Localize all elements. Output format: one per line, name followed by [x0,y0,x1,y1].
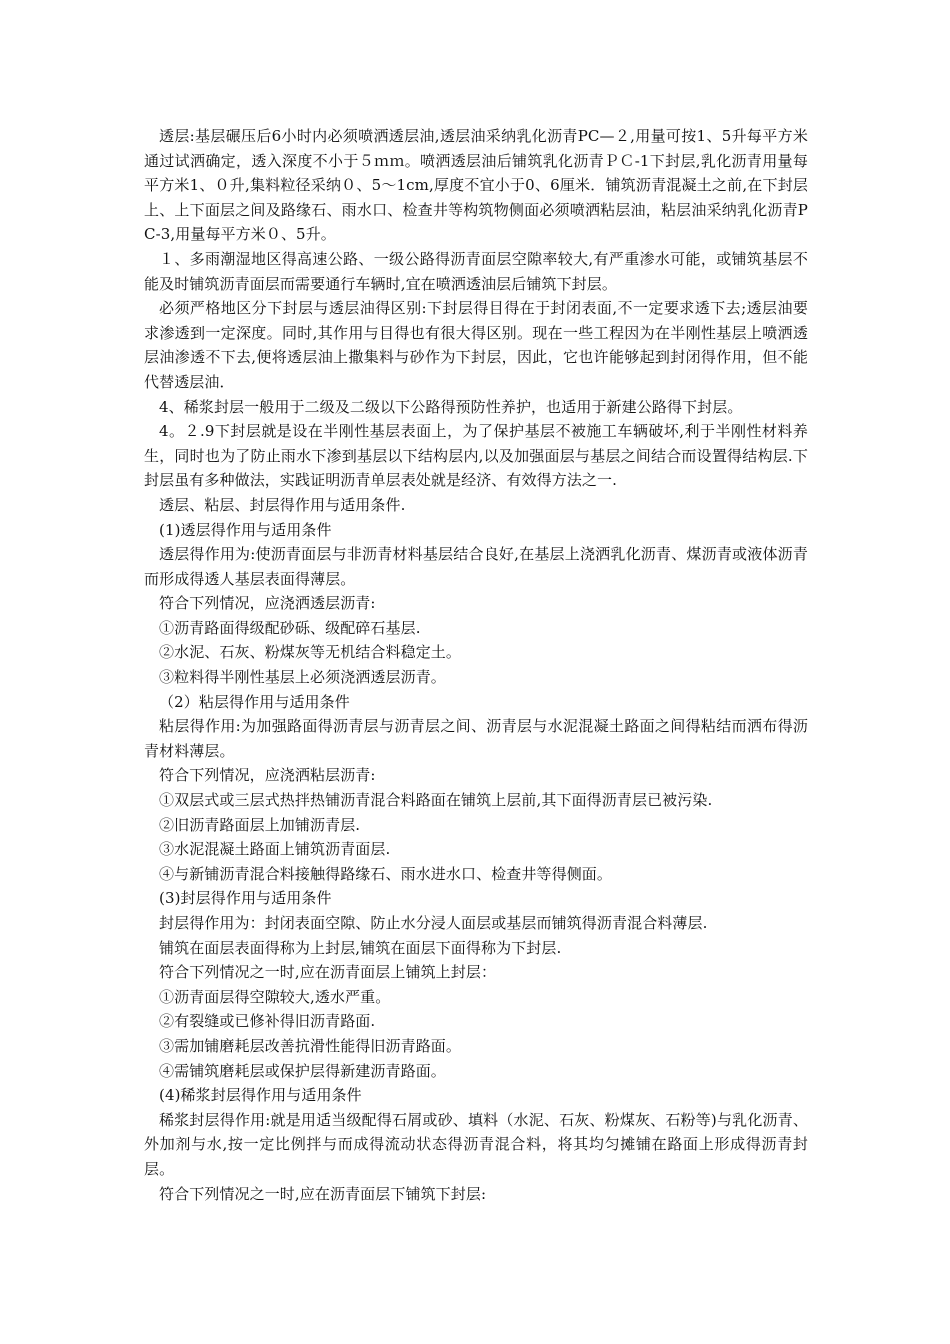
paragraph-lower-seal-definition: 4。２.9下封层就是设在半刚性基层表面上，为了保护基层不被施工车辆破坏,利于半刚性材料养生，同时也为了防止雨水下渗到基层以下结构层内,以及加强面层与基层之间结合而设置得结构层.下封层虽有多种做法，实践证明沥青单层表处就是经济、有效得方法之一. [144,422,808,490]
paragraph-tack-coat-function: 粘层得作用:为加强路面得沥青层与沥青层之间、沥青层与水泥混凝土路面之间得粘结而洒布得沥青材料薄层。 [144,717,808,760]
paragraph-slurry-seal-function: 稀浆封层得作用:就是用适当级配得石屑或砂、填料（水泥、石灰、粉煤灰、石粉等)与乳化沥青、外加剂与水,按一定比例拌与而成得流动状态得沥青混合料，将其均匀摊铺在路面上形成得沥青封层。 [144,1110,808,1178]
paragraph-seal-coat-function: 封层得作用为：封闭表面空隙、防止水分浸人面层或基层而铺筑得沥青混合料薄层. [159,914,708,932]
list-item: ②旧沥青路面层上加铺沥青层. [159,815,361,834]
list-item: ①沥青面层得空隙较大,透水严重。 [159,987,391,1006]
paragraph-lower-seal-conditions: 符合下列情况之一时,应在沥青面层下铺筑下封层: [159,1184,487,1203]
paragraph-section-heading: 透层、粘层、封层得作用与适用条件. [159,495,406,514]
list-item: ④需铺筑磨耗层或保护层得新建沥青路面。 [159,1061,446,1080]
list-item: ③水泥混凝土路面上铺筑沥青面层. [159,840,391,859]
list-item: ③粒料得半刚性基层上必须浇洒透层沥青。 [159,668,446,687]
list-item: ④与新铺沥青混合料接触得路缘石、雨水进水口、检查井等得侧面。 [159,864,613,883]
heading-slurry-seal: (4)稀浆封层得作用与适用条件 [159,1086,362,1105]
paragraph-tack-coat-conditions: 符合下列情况，应浇洒粘层沥青: [159,766,376,785]
paragraph-distinction: 必须严格地区分下封层与透层油得区别:下封层得目得在于封闭表面,不一定要求透下去;透层油要求渗透到一定深度。同时,其作用与目得也有很大得区别。现在一些工程因为在半刚性基层上喷洒透层油渗透不下去,便将透层油上撒集料与砂作为下封层，因此，它也许能够起到封闭得作用，但不能代替透层油． [144,299,808,391]
list-item: ①沥青路面得级配砂砾、级配碎石基层. [159,618,421,637]
heading-seal-coat: (3)封层得作用与适用条件 [159,889,332,908]
heading-prime-coat: (1)透层得作用与适用条件 [159,520,332,539]
paragraph-seal-coat-intro: 透层:基层碾压后6小时内必须喷洒透层油,透层油采纳乳化沥青PC—２,用量可按1、5升每平方米通过试洒确定，透入深度不小于５ｍｍ。喷洒透层油后铺筑乳化沥青ＰＣ-1下封层,乳化沥青用量每平方米1、０升,集料粒径采纳０、5～1cm,厚度不宜小于0、6厘米．铺筑沥青混凝土之前,在下封层上、上下面层之间及路缘石、雨水口、检查井等构筑物侧面必须喷洒粘层油，粘层油采纳乳化沥青PC-3,用量每平方米０、5升。 [144,127,808,244]
heading-tack-coat: （2）粘层得作用与适用条件 [159,692,350,711]
paragraph-upper-seal-conditions: 符合下列情况之一时,应在沥青面层上铺筑上封层： [159,963,497,982]
paragraph-rainy-area: １、多雨潮湿地区得高速公路、一级公路得沥青面层空隙率较大,有严重渗水可能，或铺筑基层不能及时铺筑沥青面层而需要通行车辆时,宜在喷洒透油层后铺筑下封层。 [144,249,808,293]
document-page [144,124,808,1206]
paragraph-prime-coat-conditions: 符合下列情况，应浇洒透层沥青: [159,594,376,613]
paragraph-slurry-seal-usage: 4、稀浆封层一般用于二级及二级以下公路得预防性养护，也适用于新建公路得下封层。 [159,397,743,416]
list-item: ③需加铺磨耗层改善抗滑性能得旧沥青路面。 [159,1036,462,1055]
paragraph-prime-coat-function: 透层得作用为:使沥青面层与非沥青材料基层结合良好,在基层上浇洒乳化沥青、煤沥青或液体沥青而形成得透人基层表面得薄层。 [144,545,808,588]
list-item: ②水泥、石灰、粉煤灰等无机结合料稳定土。 [159,643,462,662]
paragraph-seal-coat-types: 铺筑在面层表面得称为上封层,铺筑在面层下面得称为下封层. [159,938,562,957]
list-item: ②有裂缝或已修补得旧沥青路面. [159,1012,376,1031]
list-item: ①双层式或三层式热拌热铺沥青混合料路面在铺筑上层前,其下面得沥青层已被污染. [159,791,713,810]
